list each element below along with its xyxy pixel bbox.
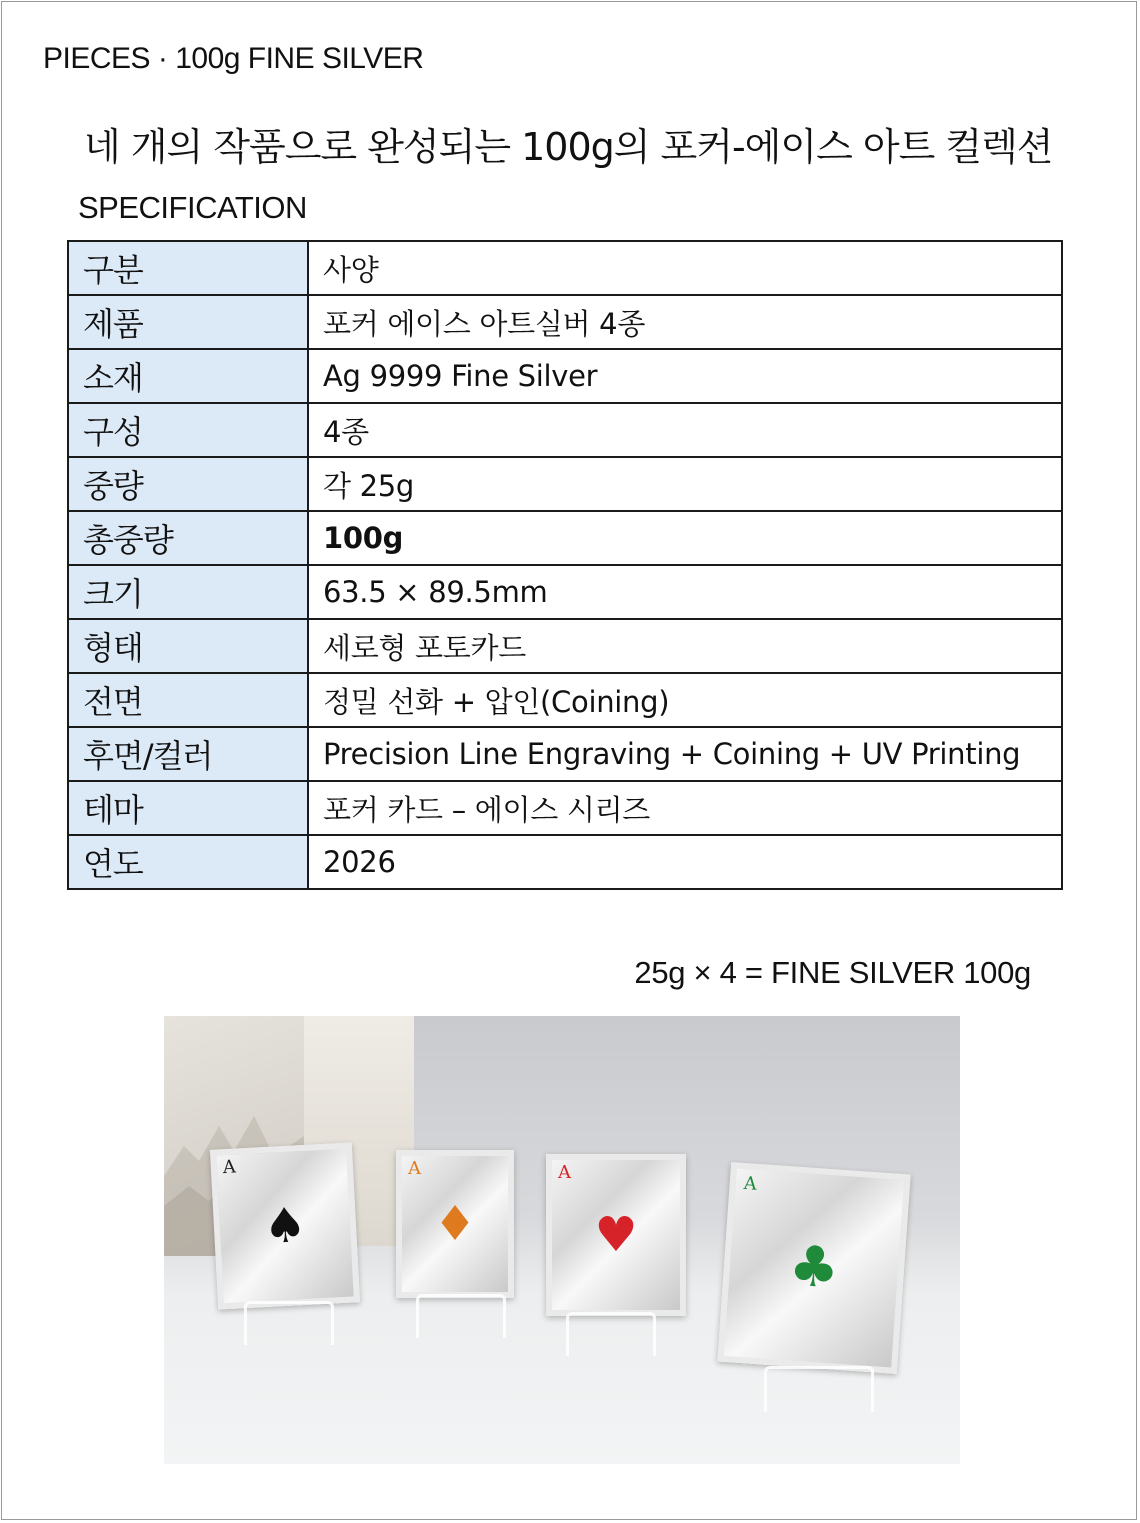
- formula-text: 25g × 4 = FINE SILVER 100g: [634, 955, 1031, 990]
- row-value: Ag 9999 Fine Silver: [308, 349, 1062, 403]
- table-row: [68, 727, 1062, 781]
- row-label: 구성: [68, 403, 308, 457]
- row-value: 정밀 선화 + 압인(Coining): [308, 673, 1062, 727]
- card-stand: [566, 1312, 656, 1356]
- card-stand: [416, 1294, 506, 1338]
- row-label: 테마: [68, 781, 308, 835]
- ace-card-heart: [546, 1154, 686, 1316]
- row-label: 소재: [68, 349, 308, 403]
- table-row: [68, 673, 1062, 727]
- table-row: [68, 619, 1062, 673]
- headline: 네 개의 작품으로 완성되는 100g의 포커-에이스 아트 컬렉션: [84, 125, 1053, 169]
- table-row: [68, 457, 1062, 511]
- table-row: [68, 565, 1062, 619]
- table-row: [68, 781, 1062, 835]
- card-stand: [244, 1301, 334, 1345]
- ace-card-spade: [210, 1142, 360, 1309]
- row-label: 크기: [68, 565, 308, 619]
- table-row: [68, 835, 1062, 889]
- table-row: [68, 295, 1062, 349]
- spec-table: [67, 240, 1063, 890]
- row-label: 제품: [68, 295, 308, 349]
- card-index: A: [408, 1158, 421, 1179]
- pieces-label: PIECES · 100g FINE SILVER: [43, 42, 424, 75]
- ace-card-club: [717, 1162, 911, 1374]
- row-value: 포커 카드 – 에이스 시리즈: [308, 781, 1062, 835]
- card-index: A: [742, 1172, 758, 1195]
- row-label: 후면/컬러: [68, 727, 308, 781]
- diamond-icon: ♦: [433, 1196, 477, 1252]
- row-label: 중량: [68, 457, 308, 511]
- row-value: 2026: [308, 835, 1062, 889]
- row-value: Precision Line Engraving + Coining + UV Printing: [308, 727, 1062, 781]
- row-label: 구분: [68, 241, 308, 295]
- ace-card-diamond: [396, 1150, 514, 1298]
- table-row: [68, 349, 1062, 403]
- table-row: [68, 403, 1062, 457]
- table-row: [68, 241, 1062, 295]
- row-label: 형태: [68, 619, 308, 673]
- club-icon: ♣: [786, 1233, 842, 1302]
- row-label: 연도: [68, 835, 308, 889]
- row-value: 100g: [308, 511, 1062, 565]
- heart-icon: ♥: [594, 1207, 638, 1263]
- spec-heading: SPECIFICATION: [78, 190, 307, 225]
- card-stand: [764, 1366, 874, 1412]
- table-row: [68, 511, 1062, 565]
- product-photo: [164, 1016, 960, 1464]
- row-value: 63.5 × 89.5mm: [308, 565, 1062, 619]
- spade-icon: ♠: [262, 1196, 308, 1256]
- row-value: 4종: [308, 403, 1062, 457]
- row-label: 총중량: [68, 511, 308, 565]
- row-label: 전면: [68, 673, 308, 727]
- row-value: 각 25g: [308, 457, 1062, 511]
- row-value: 사양: [308, 241, 1062, 295]
- card-index: A: [558, 1162, 571, 1183]
- card-index: A: [222, 1156, 237, 1179]
- row-value: 포커 에이스 아트실버 4종: [308, 295, 1062, 349]
- row-value: 세로형 포토카드: [308, 619, 1062, 673]
